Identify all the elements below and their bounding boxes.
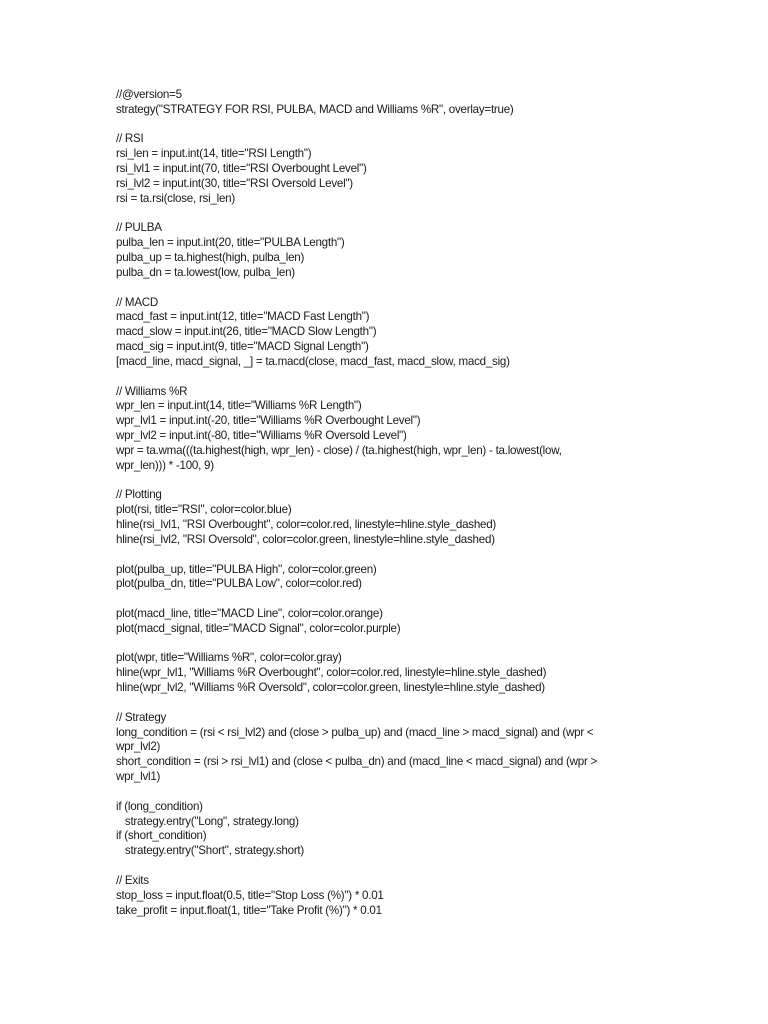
code-line: // PULBA: [116, 221, 162, 235]
code-document: [116, 88, 597, 918]
code-line: wpr_lvl1 = input.int(-20, title="Williams %R Overbought Level"): [116, 414, 421, 428]
code-line: // Strategy: [116, 710, 167, 724]
blank-line: [116, 474, 597, 489]
code-line: // Exits: [116, 873, 149, 887]
blank-line: [116, 548, 597, 563]
code-line: // Plotting: [116, 488, 162, 502]
code-line: stop_loss = input.float(0.5, title="Stop Loss (%)") * 0.01: [116, 888, 384, 902]
blank-line: [116, 281, 597, 296]
code-line: wpr = ta.wma(((ta.highest(high, wpr_len) - close) / (ta.highest(high, wpr_len) - ta.lowest(low,: [116, 443, 562, 457]
blank-line: [116, 592, 597, 607]
code-line: // MACD: [116, 295, 159, 309]
code-line: plot(rsi, title="RSI", color=color.blue): [116, 503, 292, 517]
code-line: // RSI: [116, 132, 144, 146]
code-line: plot(pulba_up, title="PULBA High", color=color.green): [116, 562, 377, 576]
code-line: strategy("STRATEGY FOR RSI, PULBA, MACD and Williams %R", overlay=true): [116, 102, 514, 116]
code-line: long_condition = (rsi < rsi_lvl2) and (close > pulba_up) and (macd_line > macd_signal) and (wpr <: [116, 725, 594, 739]
blank-line: [116, 859, 597, 874]
code-line: hline(rsi_lvl2, "RSI Oversold", color=color.green, linestyle=hline.style_dashed): [116, 532, 495, 546]
blank-line: [116, 637, 597, 652]
code-line: // Williams %R: [116, 384, 188, 398]
code-line: hline(wpr_lvl1, "Williams %R Overbought", color=color.red, linestyle=hline.style_dashed): [116, 666, 547, 680]
code-line: rsi_lvl1 = input.int(70, title="RSI Overbought Level"): [116, 162, 367, 176]
code-line: if (long_condition): [116, 799, 203, 813]
code-line: wpr_len = input.int(14, title="Williams %R Length"): [116, 399, 362, 413]
code-line: rsi_len = input.int(14, title="RSI Length"): [116, 147, 312, 161]
code-line: plot(wpr, title="Williams %R", color=color.gray): [116, 651, 342, 665]
code-line: rsi_lvl2 = input.int(30, title="RSI Oversold Level"): [116, 176, 353, 190]
code-line: wpr_lvl1): [116, 770, 161, 784]
code-line: macd_sig = input.int(9, title="MACD Signal Length"): [116, 340, 369, 354]
code-line: hline(wpr_lvl2, "Williams %R Oversold", color=color.green, linestyle=hline.style_dashed): [116, 681, 545, 695]
blank-line: [116, 785, 597, 800]
code-line: macd_fast = input.int(12, title="MACD Fast Length"): [116, 310, 370, 324]
code-line: wpr_len))) * -100, 9): [116, 458, 214, 472]
code-line: strategy.entry("Short", strategy.short): [116, 844, 305, 858]
blank-line: [116, 118, 597, 133]
code-line: if (short_condition): [116, 829, 207, 843]
blank-line: [116, 696, 597, 711]
code-line: plot(macd_line, title="MACD Line", color=color.orange): [116, 606, 383, 620]
code-line: strategy.entry("Long", strategy.long): [116, 814, 299, 828]
code-line: [macd_line, macd_signal, _] = ta.macd(close, macd_fast, macd_slow, macd_sig): [116, 354, 510, 368]
code-line: rsi = ta.rsi(close, rsi_len): [116, 191, 235, 205]
code-line: pulba_up = ta.highest(high, pulba_len): [116, 251, 305, 265]
code-line: plot(pulba_dn, title="PULBA Low", color=color.red): [116, 577, 362, 591]
code-line: //@version=5: [116, 88, 182, 101]
code-line: plot(macd_signal, title="MACD Signal", color=color.purple): [116, 621, 401, 635]
blank-line: [116, 207, 597, 222]
code-line: short_condition = (rsi > rsi_lvl1) and (close < pulba_dn) and (macd_line < macd_signal) and (wpr >: [116, 755, 598, 769]
blank-line: [116, 370, 597, 385]
code-line: take_profit = input.float(1, title="Take Profit (%)") * 0.01: [116, 903, 382, 917]
code-line: wpr_lvl2 = input.int(-80, title="Williams %R Oversold Level"): [116, 429, 407, 443]
code-line: wpr_lvl2): [116, 740, 161, 754]
code-line: pulba_dn = ta.lowest(low, pulba_len): [116, 265, 295, 279]
code-line: pulba_len = input.int(20, title="PULBA Length"): [116, 236, 345, 250]
code-line: hline(rsi_lvl1, "RSI Overbought", color=color.red, linestyle=hline.style_dashed): [116, 518, 497, 532]
code-line: macd_slow = input.int(26, title="MACD Slow Length"): [116, 325, 377, 339]
